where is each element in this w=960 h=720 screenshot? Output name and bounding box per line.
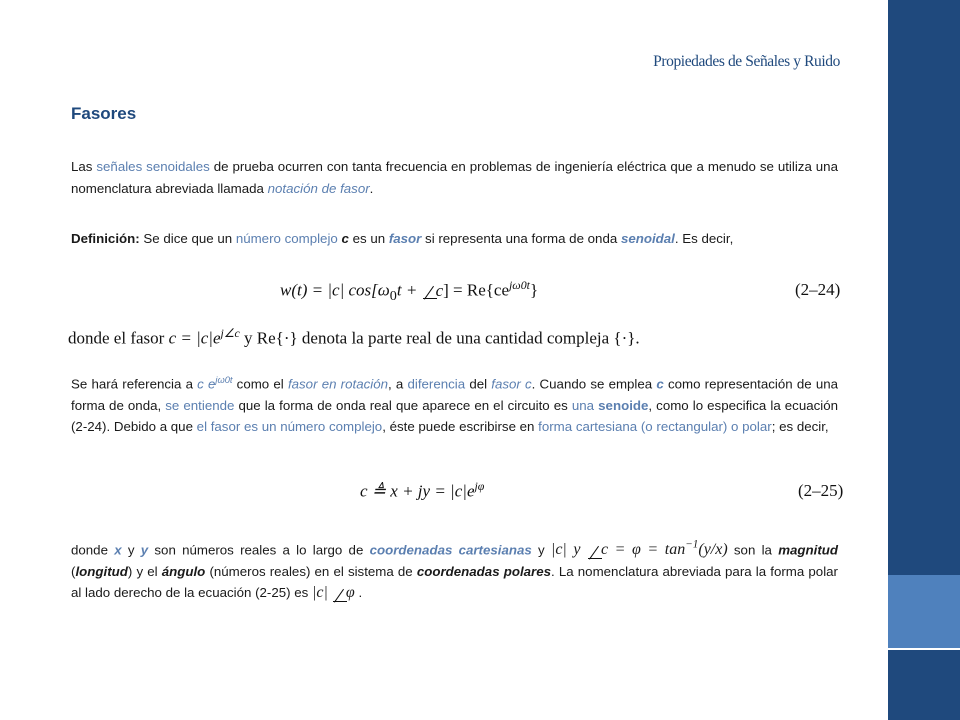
inline-math-polar-def: |c| y $c = \varphi = \tan^{-1}(y/x)$ [551,541,728,558]
sidebar-accent-band [888,575,960,648]
sidebar-separator [888,648,960,650]
paragraph-polar: donde x y y son números reales a lo largo de coordenadas cartesianas y |c| y $c = \varphi = \tan^{-1}(y/x)$ son la magnitud (longitud) y el ángulo (números reales) en el sistema de coordenadas polares. La nomenclatura abreviada para la forma polar al lado derecho de la ecuación (2-25) es |c| φ . [71,535,838,604]
paragraph-rotating-phasor: Se hará referencia a c $e^{j\omega 0t}$ como el fasor en rotación, a diferencia del fasor c. Cuando se emplea c como representación de una forma de onda, se entiende que la forma de onda real que aparece en el circuito es una senoide, como lo especifica la ecuación (2-24). Debido a que el fasor es un número complejo, éste puede escribirse en forma cartesiana (o rectangular) o polar; es decir, [71,375,839,435]
equation-number-2-25: (2–25) [798,481,844,500]
paragraph-definition: Definición: Se dice que un número complejo c es un fasor si representa una forma de onda senoidal. Es decir, [71,231,734,246]
equation-2-24: w(t) = |c| $\cos[\omega_0t + c] = Re\{ce^{j\omega 0t}\}$ [280,278,539,305]
phasor-definition-line: donde el fasor $c = |c|e^{j\angle c}$ y Re{·} denota la parte real de una cantidad compleja {·}. [68,326,640,348]
angle-symbol: c [422,281,444,301]
slide-header-title: Propiedades de Señales y Ruido [653,53,840,70]
section-heading: Fasores [71,104,137,123]
equation-2-25: c ≜ x + jy = $|c|e^{j\varphi}$ [360,479,485,501]
sidebar-decoration [888,0,960,720]
paragraph-intro: Las señales senoidales de prueba ocurren con tanta frecuencia en problemas de ingeniería eléctrica que a menudo se utiliza una nomenclatura abreviada llamada notación de fasor. [71,159,838,196]
equation-number-2-24: (2–24) [795,280,841,299]
inline-math-polar-short: |c| φ [312,584,355,601]
